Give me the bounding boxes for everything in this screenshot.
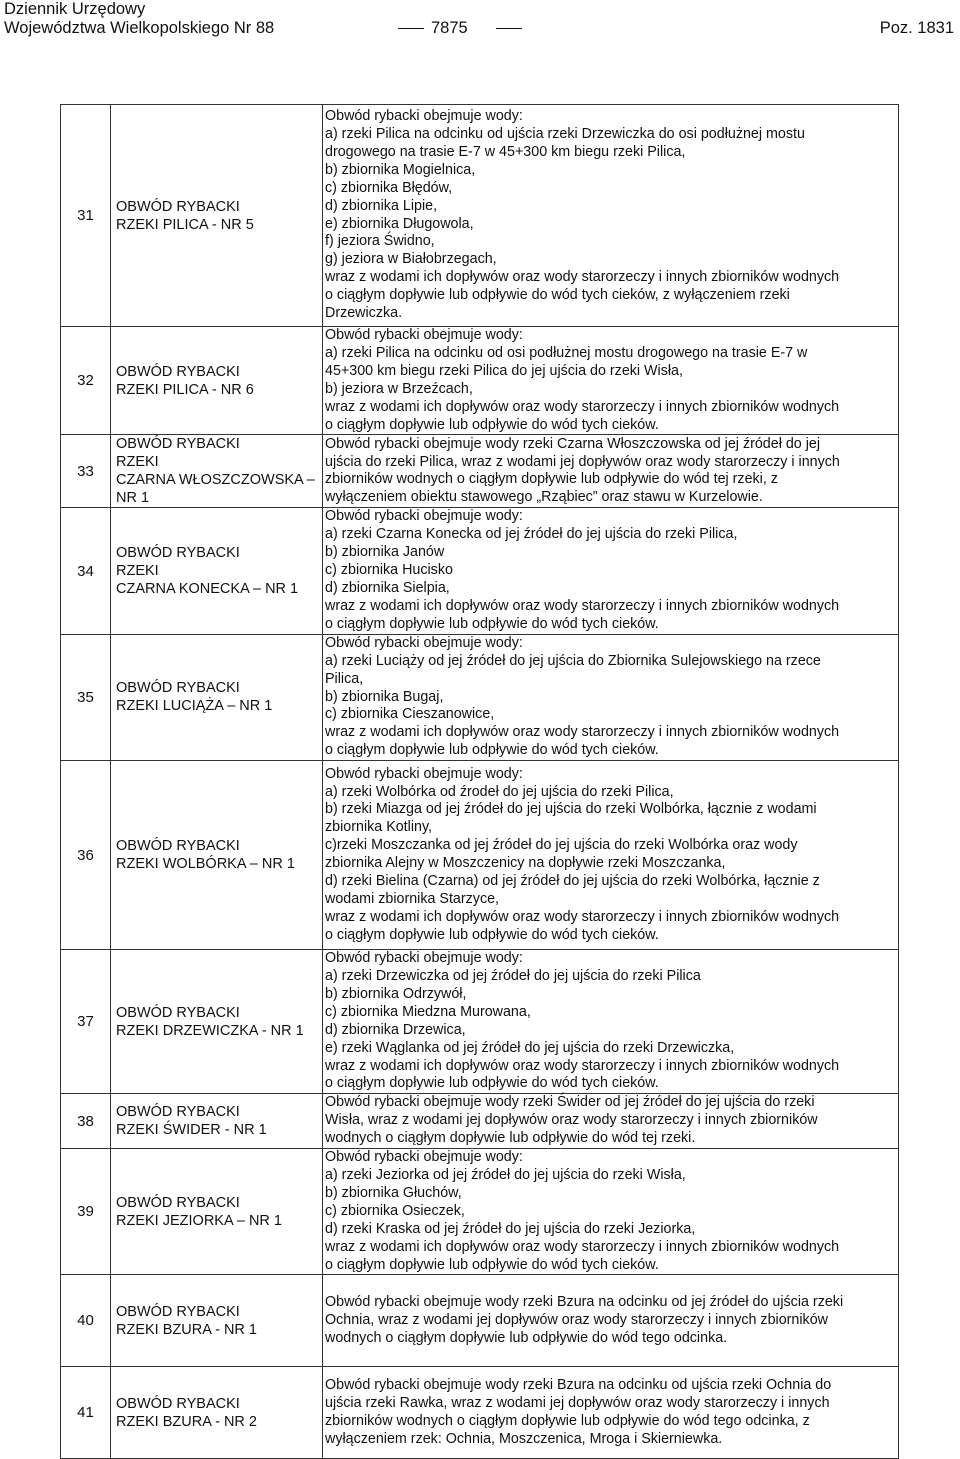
- district-name-line: OBWÓD RYBACKI: [116, 680, 240, 697]
- description-line: zbiorników wodnych o ciągłym dopływie lub odpływie do wód tej rzeki, z: [325, 471, 778, 488]
- description-line: wyłączeniem rzek: Ochnia, Moszczenica, Mroga i Skierniewka.: [325, 1430, 723, 1447]
- district-name: [111, 508, 323, 634]
- description-line: o ciągłym dopływie lub odpływie do wód tych cieków.: [325, 615, 659, 632]
- district-name: [111, 950, 323, 1094]
- description-line: Obwód rybacki obejmuje wody rzeki Bzura na odcinku od ujścia rzeki Ochnia do: [325, 1377, 832, 1394]
- description-line: Obwód rybacki obejmuje wody rzeki Bzura na odcinku od jej źródeł do ujścia rzeki: [325, 1294, 844, 1311]
- description-line: 45+300 km biegu rzeki Pilica do jej ujścia do rzeki Wisła,: [325, 362, 683, 379]
- table-row: [61, 1094, 899, 1149]
- district-description: [323, 1275, 899, 1367]
- district-description: [323, 1149, 899, 1275]
- journal-title: Dziennik Urzędowy: [4, 0, 146, 18]
- district-name-line: RZEKI DRZEWICZKA - NR 1: [116, 1022, 304, 1039]
- district-name-line: RZEKI: [116, 563, 159, 580]
- description-line: a) rzeki Jeziorka od jej źródeł do jej ujścia do rzeki Wisła,: [325, 1167, 686, 1183]
- district-name: [111, 105, 323, 327]
- district-description: [323, 761, 899, 950]
- table-row: [61, 761, 899, 950]
- district-name-line: RZEKI LUCIĄŻA – NR 1: [116, 698, 273, 715]
- district-description: [323, 1094, 899, 1149]
- description-line: wraz z wodami ich dopływów oraz wody starorzeczy i innych zbiorników wodnych: [325, 724, 840, 741]
- description-line: wraz z wodami ich dopływów oraz wody starorzeczy i innych zbiorników wodnych: [325, 908, 840, 925]
- description-line: Obwód rybacki obejmuje wody:: [325, 765, 523, 782]
- description-line: b) zbiornika Mogielnica,: [325, 161, 476, 178]
- description-line: o ciągłym dopływie lub odpływie do wód tych cieków, z wyłączeniem rzeki: [325, 287, 790, 304]
- description-line: wraz z wodami ich dopływów oraz wody starorzeczy i innych zbiorników wodnych: [325, 1057, 840, 1074]
- table-row: [61, 950, 899, 1094]
- row-number: 32: [61, 327, 111, 435]
- row-number: 40: [61, 1275, 111, 1367]
- description-line: wraz z wodami ich dopływów oraz wody starorzeczy i innych zbiorników wodnych: [325, 597, 840, 614]
- district-name: [111, 327, 323, 435]
- description-line: c) zbiornika Cieszanowice,: [325, 706, 495, 723]
- district-name: [111, 1094, 323, 1149]
- district-description: [323, 1367, 899, 1459]
- row-number: 33: [61, 435, 111, 508]
- fishing-districts-table: [60, 104, 899, 1459]
- district-name: [111, 1367, 323, 1459]
- district-description: [323, 105, 899, 327]
- district-name-line: RZEKI JEZIORKA – NR 1: [116, 1212, 282, 1229]
- district-name-line: RZEKI: [116, 454, 159, 471]
- district-name-line: OBWÓD RYBACKI: [116, 1004, 240, 1021]
- table-row: [61, 508, 899, 634]
- district-name-line: RZEKI BZURA - NR 1: [116, 1321, 257, 1338]
- description-line: b) zbiornika Janów: [325, 544, 445, 561]
- description-line: e) zbiornika Długowola,: [325, 215, 474, 232]
- description-line: zbiornika Alejny w Moszczenicy na dopływie rzeki Moszczanka,: [325, 855, 726, 872]
- description-line: wyłączeniem obiektu stawowego „Rząbiec” oraz stawu w Kurzelowie.: [325, 489, 763, 506]
- description-line: d) rzeki Bielina (Czarna) od jej źródeł do jej ujścia do rzeki Wolbórka, łącznie z: [325, 873, 820, 890]
- description-line: a) rzeki Luciąży od jej źródeł do jej ujścia do Zbiornika Sulejowskiego na rzece: [325, 652, 821, 669]
- district-name-line: OBWÓD RYBACKI: [116, 1395, 240, 1412]
- description-line: wraz z wodami ich dopływów oraz wody starorzeczy i innych zbiorników wodnych: [325, 1238, 840, 1255]
- description-line: a) rzeki Wolbórka od źrodeł do jej ujścia do rzeki Pilica,: [325, 783, 674, 800]
- description-line: d) zbiornika Sielpia,: [325, 580, 450, 597]
- description-line: f) jeziora Świdno,: [325, 233, 435, 250]
- description-line: a) rzeki Pilica na odcinku od osi podłużnej mostu drogowego na trasie E-7 w: [325, 344, 808, 361]
- district-description: [323, 327, 899, 435]
- district-name: [111, 634, 323, 760]
- description-line: Ochnia, wraz z wodami jej dopływów oraz wody starorzeczy i innych zbiorników: [325, 1311, 828, 1328]
- district-name-line: RZEKI PILICA - NR 5: [116, 216, 254, 233]
- table-row: [61, 1275, 899, 1367]
- district-name: [111, 1149, 323, 1275]
- district-name-line: OBWÓD RYBACKI: [116, 1194, 240, 1211]
- description-line: drogowego na trasie E-7 w 45+300 km biegu rzeki Pilica,: [325, 143, 686, 160]
- row-number: 41: [61, 1367, 111, 1459]
- description-line: Obwód rybacki obejmuje wody:: [325, 950, 523, 967]
- description-line: b) zbiornika Bugaj,: [325, 688, 444, 705]
- district-name-line: OBWÓD RYBACKI: [116, 1303, 240, 1320]
- description-line: d) rzeki Kraska od jej źródeł do jej ujścia do rzeki Jeziorka,: [325, 1220, 696, 1237]
- page-number-dash-right: [496, 28, 522, 29]
- description-line: ujścia do rzeki Pilica, wraz z wodami jej dopływów oraz wody starorzeczy i innych: [325, 453, 840, 470]
- description-line: Obwód rybacki obejmuje wody:: [325, 108, 523, 125]
- description-line: Drzewiczka.: [325, 305, 403, 322]
- district-description: [323, 950, 899, 1094]
- page-header: [0, 0, 960, 40]
- description-line: Obwód rybacki obejmuje wody:: [325, 327, 523, 343]
- description-line: d) zbiornika Lipie,: [325, 197, 438, 214]
- description-line: e) rzeki Wąglanka od jej źródeł do jej ujścia do rzeki Drzewiczka,: [325, 1039, 735, 1056]
- position-number: Poz. 1831: [879, 19, 954, 37]
- district-name-line: RZEKI ŚWIDER - NR 1: [116, 1122, 267, 1139]
- description-line: Obwód rybacki obejmuje wody rzeki Czarna Włoszczowska od jej źródeł do jej: [325, 435, 821, 452]
- description-line: c) zbiornika Osieczek,: [325, 1202, 465, 1219]
- description-line: Obwód rybacki obejmuje wody:: [325, 508, 523, 525]
- district-name-line: CZARNA WŁOSZCZOWSKA –: [116, 472, 315, 489]
- row-number: 38: [61, 1094, 111, 1149]
- description-line: Pilica,: [325, 670, 364, 687]
- district-name-line: RZEKI WOLBÓRKA – NR 1: [116, 856, 295, 873]
- district-name-line: OBWÓD RYBACKI: [116, 363, 240, 380]
- description-line: Wisła, wraz z wodami jej dopływów oraz wody starorzeczy i innych zbiorników: [325, 1112, 818, 1129]
- description-line: o ciągłym dopływie lub odpływie do wód tych cieków.: [325, 416, 659, 433]
- table-row: [61, 435, 899, 508]
- district-name-line: OBWÓD RYBACKI: [116, 838, 240, 855]
- description-line: wodnych o ciągłym dopływie lub odpływie do wód tej rzeki.: [325, 1130, 696, 1147]
- district-description: [323, 435, 899, 508]
- district-name-line: CZARNA KONECKA – NR 1: [116, 581, 299, 598]
- district-name-line: OBWÓD RYBACKI: [116, 436, 240, 453]
- district-name-line: OBWÓD RYBACKI: [116, 198, 240, 215]
- district-name: [111, 435, 323, 508]
- description-line: c) zbiornika Błędów,: [325, 179, 453, 196]
- description-line: d) zbiornika Drzewica,: [325, 1021, 466, 1038]
- row-number: 39: [61, 1149, 111, 1275]
- description-line: b) rzeki Miazga od jej źródeł do jej ujścia do rzeki Wolbórka, łącznie z wodami: [325, 801, 817, 818]
- description-line: o ciągłym dopływie lub odpływie do wód tych cieków.: [325, 742, 659, 759]
- row-number: 37: [61, 950, 111, 1094]
- description-line: b) jeziora w Brzeźcach,: [325, 380, 473, 397]
- description-line: b) zbiornika Głuchów,: [325, 1184, 462, 1201]
- description-line: wraz z wodami ich dopływów oraz wody starorzeczy i innych zbiorników wodnych: [325, 269, 840, 286]
- description-line: a) rzeki Pilica na odcinku od ujścia rzeki Drzewiczka do osi podłużnej mostu: [325, 125, 805, 142]
- district-name: [111, 1275, 323, 1367]
- table-row: [61, 327, 899, 435]
- description-line: wodnych o ciągłym dopływie lub odpływie do wód tego odcinka.: [325, 1329, 728, 1346]
- table-row: [61, 1149, 899, 1275]
- district-name-line: OBWÓD RYBACKI: [116, 1104, 240, 1121]
- district-name-line: OBWÓD RYBACKI: [116, 545, 240, 562]
- district-description: [323, 508, 899, 634]
- description-line: ujścia rzeki Rawka, wraz z wodami jej dopływów oraz wody starorzeczy i innych: [325, 1395, 830, 1412]
- description-line: Obwód rybacki obejmuje wody:: [325, 1149, 523, 1166]
- description-line: o ciągłym dopływie lub odpływie do wód tych cieków.: [325, 926, 659, 943]
- row-number: 35: [61, 634, 111, 760]
- description-line: o ciągłym dopływie lub odpływie do wód tych cieków.: [325, 1075, 659, 1092]
- row-number: 31: [61, 105, 111, 327]
- district-name-line: RZEKI PILICA - NR 6: [116, 381, 254, 398]
- row-number: 34: [61, 508, 111, 634]
- description-line: wodami zbiornika Starzyce,: [325, 890, 500, 907]
- description-line: a) rzeki Drzewiczka od jej źródeł do jej ujścia do rzeki Pilica: [325, 968, 701, 985]
- description-line: c) zbiornika Hucisko: [325, 562, 453, 579]
- journal-subtitle: Województwa Wielkopolskiego Nr 88: [4, 19, 275, 37]
- row-number: 36: [61, 761, 111, 950]
- description-line: wraz z wodami ich dopływów oraz wody starorzeczy i innych zbiorników wodnych: [325, 398, 840, 415]
- description-line: c) zbiornika Miedzna Murowana,: [325, 1003, 531, 1020]
- description-line: zbiorników wodnych o ciągłym dopływie lub odpływie do wód tego odcinka, z: [325, 1412, 810, 1429]
- district-name: [111, 761, 323, 950]
- description-line: g) jeziora w Białobrzegach,: [325, 251, 497, 268]
- district-name-line: RZEKI BZURA - NR 2: [116, 1413, 257, 1430]
- page-number: 7875: [431, 19, 468, 37]
- table-row: [61, 1367, 899, 1459]
- page-number-dash-left: [398, 28, 424, 29]
- table-row: [61, 105, 899, 327]
- description-line: c)rzeki Moszczanka od jej źródeł do jej ujścia do rzeki Wolbórka oraz wody: [325, 837, 798, 854]
- description-line: a) rzeki Czarna Konecka od jej źródeł do jej ujścia do rzeki Pilica,: [325, 526, 738, 543]
- description-line: zbiornika Kotliny,: [325, 819, 433, 836]
- table-row: [61, 634, 899, 760]
- description-line: Obwód rybacki obejmuje wody:: [325, 634, 523, 651]
- description-line: Obwód rybacki obejmuje wody rzeki Świder od jej źródeł do jej ujścia do rzeki: [325, 1094, 815, 1111]
- district-name-line: NR 1: [116, 490, 150, 507]
- description-line: o ciągłym dopływie lub odpływie do wód tych cieków.: [325, 1256, 659, 1273]
- district-description: [323, 634, 899, 760]
- description-line: b) zbiornika Odrzywół,: [325, 985, 467, 1002]
